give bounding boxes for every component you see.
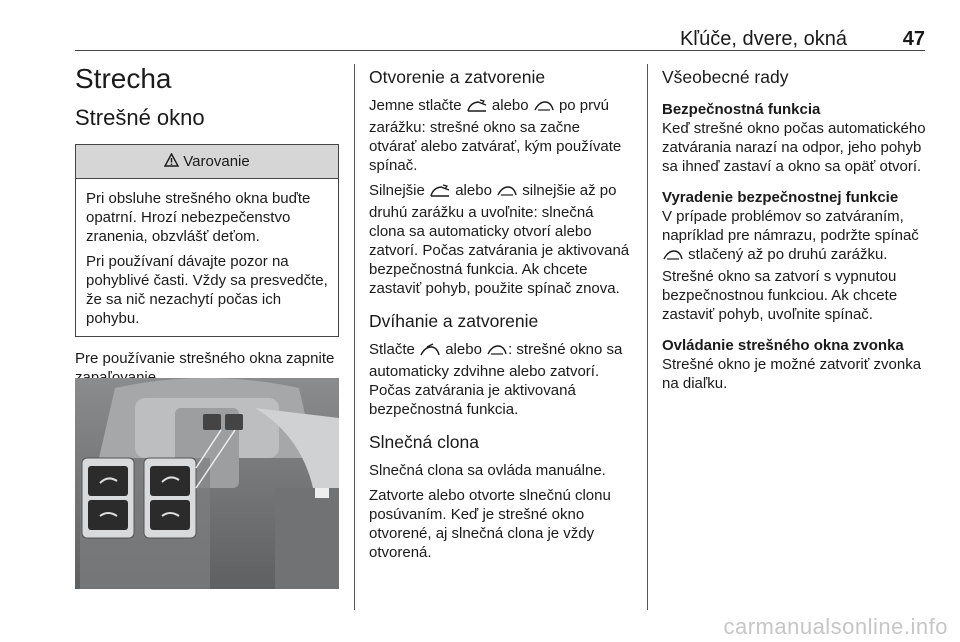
heading-remote: Ovládanie strešného okna zvonka [662,337,904,354]
roof-close-icon [496,184,518,203]
warning-text-2: Pri používaní dávajte pozor na pohyblivé časti. Vždy sa presvedčte, že sa nič nezachytí počas ich pohybu. [86,253,328,327]
section-subtitle: Strešné okno [75,105,205,130]
roof-close-icon [662,248,684,267]
heading-general: Všeobecné rady [662,67,789,87]
paragraph-open-close: Jemne stlačte alebo po prvú zarážku: strešné okno sa začne otvárať alebo zatvárať, kým používate spínač. [369,97,622,174]
ignition-note: Pre používanie strešného okna zapnite [75,350,335,367]
warning-body [76,179,338,336]
heading-open-close: Otvorenie a zatvorenie [369,67,546,87]
column-divider-2 [647,64,648,610]
paragraph-remote: Strešné okno je možné zatvoriť zvonka na diaľku. [662,356,922,392]
watermark: carmanualsonline.info [723,614,948,639]
paragraph-tilt: Stlačte alebo : strešné okno sa automaticky zdvihne alebo zatvorí. Počas zatvárania je aktivovaná bezpečnostná funkcia. [369,341,623,418]
chapter-title: Kľúče, dvere, okná [679,28,847,50]
page-number: 47 [902,28,925,50]
paragraph-sunshade-1: Slnečná clona sa ovláda manuálne. [369,462,606,479]
paragraph-sunshade-2: Zatvorte alebo otvorte slnečnú clonu posúvaním. Keď je strešné okno otvorené, aj slnečná clona je vždy otvorená. [369,487,611,561]
section-title: Strecha [75,63,172,94]
column-divider-1 [354,64,355,610]
roof-close-icon [486,343,508,362]
header-rule [75,50,925,51]
warning-box [75,144,339,337]
warning-text-1: Pri obsluhe strešného okna buďte opatrní. Hrozí nebezpečenstvo zranenia, obzvlášť deťom. [86,190,311,245]
heading-disable-safety: Vyradenie bezpečnostnej funkcie [662,189,899,206]
paragraph-safety-function: Keď strešné okno počas automatického zatvárania narazí na odpor, jeho pohyb sa ihneď zastaví a okno sa opäť otvorí. [662,120,926,175]
heading-tilt: Dvíhanie a zatvorenie [369,311,539,331]
column-1 [75,60,339,387]
roof-close-icon [533,99,555,118]
roof-switch-illustration [75,378,339,589]
heading-sunshade: Slnečná clona [369,432,479,452]
column-2 [369,60,631,562]
paragraph-disable-safety: V prípade problémov so zatváraním, napríklad pre námrazu, podržte spínač stlačený až po druhú zarážku. Strešné okno sa zatvorí s vypnutou bezpečnostnou funkciou. Ak chcete zastaviť pohyb, uvoľnite spínač. [662,208,919,323]
heading-safety-function: Bezpečnostná funkcia [662,101,821,118]
roof-tilt-icon [466,99,488,118]
page-header [75,28,925,50]
column-3 [662,60,926,393]
warning-label: Varovanie [183,153,250,170]
paragraph-full-stroke: Silnejšie alebo silnejšie až po druhú zarážku a uvoľnite: slnečná clona sa automaticky otvorí alebo zatvorí. Počas zatvárania je aktivovaná bezpečnostná funkcia. Ak chcete zastaviť pohyb, použite spínač znova. [369,182,630,297]
warning-triangle-icon [164,153,179,171]
roof-open-icon [419,343,441,362]
roof-tilt-icon [429,184,451,203]
warning-header [76,145,338,179]
